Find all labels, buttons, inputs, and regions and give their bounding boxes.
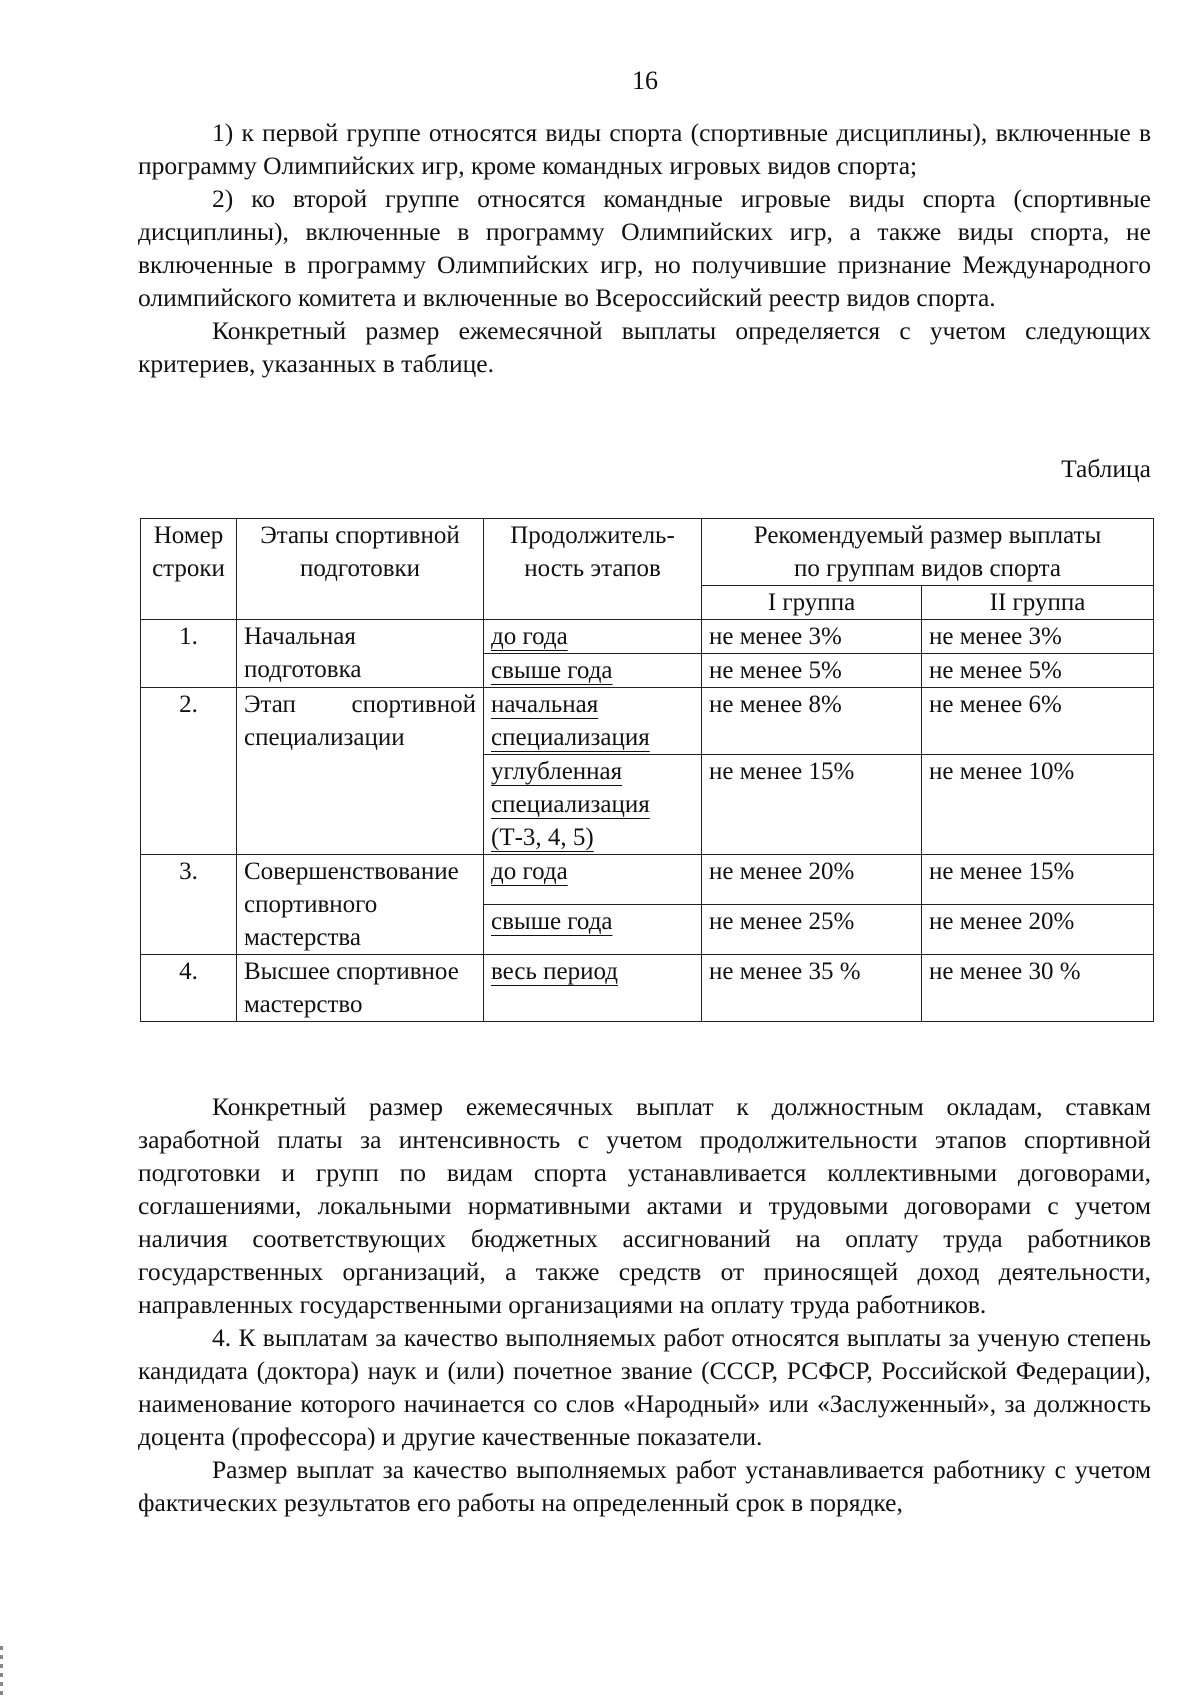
row-number-cell: 2. xyxy=(141,688,237,855)
stage-label: Этап спортивной специализации xyxy=(244,691,476,751)
duration-cell xyxy=(484,905,702,955)
paragraph-quality-payments: 4. К выплатам за качество выполняемых работ относятся выплаты за ученую степень кандидата (доктора) наук и (или) почетное звание (СССР, РСФСР, Российской Федерации), наименование которого начинается со слов «Народный» или «Заслуженный», за должность доцента (профессора) и другие качественные показатели. xyxy=(138,1323,1151,1451)
duration-cell xyxy=(484,620,702,654)
intro-text xyxy=(138,116,1151,380)
table-row xyxy=(141,688,1154,755)
row-number-cell: 1. xyxy=(141,620,237,688)
stage-cell xyxy=(237,688,484,855)
group-one-value: не менее 3% xyxy=(702,620,922,654)
group-two-value: не менее 30 % xyxy=(922,955,1154,1022)
stage-label: Высшее спортивное мастерство xyxy=(244,958,459,1018)
table-row xyxy=(141,855,1154,905)
duration-label: до года xyxy=(491,858,568,885)
group-one-value: не менее 20% xyxy=(702,855,922,905)
stage-label: Совершенствование спортивного мастерства xyxy=(244,858,459,951)
duration-cell xyxy=(484,688,702,755)
table-row xyxy=(141,955,1154,1022)
table-header xyxy=(141,519,1154,620)
duration-cell xyxy=(484,755,702,855)
duration-label: начальная специализация xyxy=(491,691,650,751)
duration-cell xyxy=(484,855,702,905)
header-recommended-size: Рекомендуемый размер выплаты по группам видов спорта xyxy=(702,519,1154,586)
scan-edge-mark xyxy=(0,1646,3,1696)
paragraph-group-one: 1) к первой группе относятся виды спорта (спортивные дисциплины), включенные в программу Олимпийских игр, кроме командных игровых видов спорта; xyxy=(138,118,1151,180)
group-two-value: не менее 5% xyxy=(922,654,1154,688)
body-text xyxy=(138,1090,1151,1519)
stage-cell xyxy=(237,620,484,688)
group-two-value: не менее 15% xyxy=(922,855,1154,905)
group-one-value: не менее 8% xyxy=(702,688,922,755)
header-row-number: Номер строки xyxy=(141,519,237,620)
paragraph-quality-size: Размер выплат за качество выполняемых работ устанавливается работнику с учетом фактических результатов его работы на определенный срок в порядке, xyxy=(138,1455,1151,1517)
header-duration: Продолжитель-ность этапов xyxy=(484,519,702,620)
payment-table xyxy=(140,518,1154,1022)
duration-cell xyxy=(484,654,702,688)
group-two-value: не менее 6% xyxy=(922,688,1154,755)
stage-cell xyxy=(237,855,484,955)
duration-cell xyxy=(484,955,702,1022)
duration-label: до года xyxy=(491,623,568,650)
page-number: 16 xyxy=(632,66,658,95)
stage-label: Начальная подготовка xyxy=(244,623,362,683)
group-one-value: не менее 5% xyxy=(702,654,922,688)
row-number-cell: 3. xyxy=(141,855,237,955)
row-number-cell: 4. xyxy=(141,955,237,1022)
group-one-value: не менее 25% xyxy=(702,905,922,955)
duration-label: свыше года xyxy=(491,908,613,935)
stage-cell xyxy=(237,955,484,1022)
table-body xyxy=(141,620,1154,1022)
table-caption: Таблица xyxy=(1061,454,1151,483)
header-stages: Этапы спортивной подготовки xyxy=(237,519,484,620)
paragraph-criteria: Конкретный размер ежемесячной выплаты определяется с учетом следующих критериев, указанных в таблице. xyxy=(138,316,1151,378)
paragraph-group-two: 2) ко второй группе относятся командные игровые виды спорта (спортивные дисциплины), включенные в программу Олимпийских игр, а также виды спорта, не включенные в программу Олимпийских игр, но получившие признание Международного олимпийского комитета и включенные во Всероссийский реестр видов спорта. xyxy=(138,184,1151,312)
group-one-value: не менее 15% xyxy=(702,755,922,855)
group-two-value: не менее 10% xyxy=(922,755,1154,855)
table-row xyxy=(141,620,1154,654)
group-one-value: не менее 35 % xyxy=(702,955,922,1022)
group-two-value: не менее 3% xyxy=(922,620,1154,654)
header-group-two: II группа xyxy=(922,586,1154,620)
duration-label: весь период xyxy=(491,958,618,985)
duration-label: свыше года xyxy=(491,657,613,684)
paragraph-specific-size: Конкретный размер ежемесячных выплат к должностным окладам, ставкам заработной платы за интенсивность с учетом продолжительности этапов спортивной подготовки и групп по видам спорта устанавливается коллективными договорами, соглашениями, локальными нормативными актами и трудовыми договорами с учетом наличия соответствующих бюджетных ассигнований на оплату труда работников государственных организаций, а также средств от приносящей доход деятельности, направленных государственными организациями на оплату труда работников. xyxy=(138,1092,1151,1319)
header-group-one: I группа xyxy=(702,586,922,620)
group-two-value: не менее 20% xyxy=(922,905,1154,955)
duration-label: углубленная специализация (Т-3, 4, 5) xyxy=(491,758,650,851)
